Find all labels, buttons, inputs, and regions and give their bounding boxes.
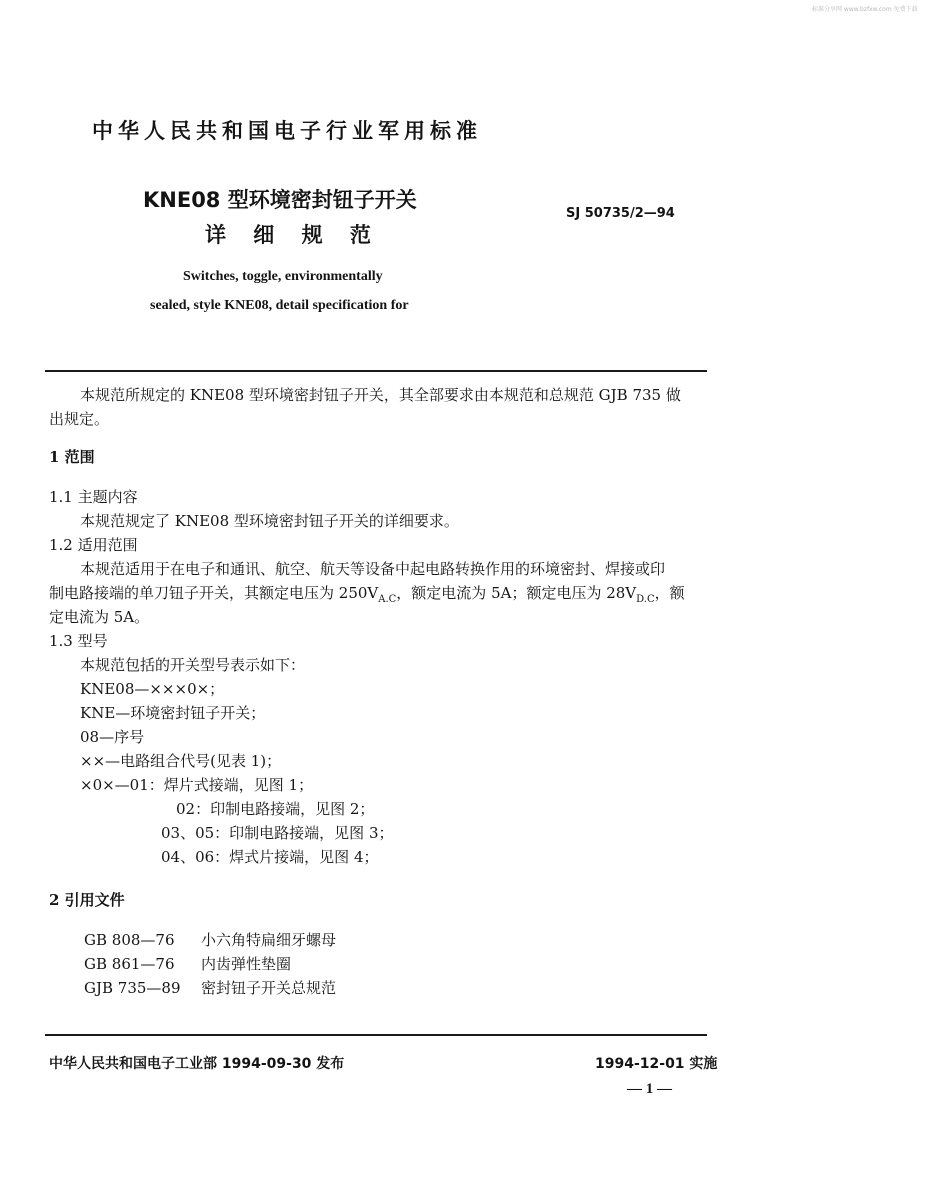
section-2-heading: 2 引用文件 <box>49 891 125 909</box>
section-1-3-heading: 1.3 型号 <box>49 632 108 650</box>
terminal-variant-line: 03、05：印制电路接端，见图 3； <box>161 824 394 842</box>
page-number: — 1 — <box>627 1081 672 1097</box>
section-1-2-line3: 定电流为 5A。 <box>49 608 150 626</box>
intro-paragraph-line1: 本规范所规定的 KNE08 型环境密封钮子开关，其全部要求由本规范和总规范 GJB 735 做 <box>80 386 681 404</box>
section-1-2-line1: 本规范适用于在电子和通讯、航空、航天等设备中起电路转换作用的环境密封、焊接或印 <box>80 560 666 578</box>
model-list-line: KNE—环境密封钮子开关； <box>80 704 266 722</box>
model-list-line: 08—序号 <box>80 728 145 746</box>
ac-subscript: A.C <box>378 594 397 605</box>
terminal-variant-line: 04、06：焊式片接端，见图 4； <box>161 848 379 866</box>
terminal-variant-line: 02：印制电路接端，见图 2； <box>176 800 375 818</box>
issuing-organization: 中华人民共和国电子行业军用标准 <box>92 119 482 143</box>
reference-code: GB 808—76 <box>84 931 175 949</box>
section-1-1-text: 本规范规定了 KNE08 型环境密封钮子开关的详细要求。 <box>80 512 459 530</box>
reference-title: 内齿弹性垫圈 <box>201 955 292 973</box>
reference-title: 密封钮子开关总规范 <box>201 979 337 997</box>
watermark: 标准分享网 www.bzfxw.com 免费下载 <box>812 6 918 13</box>
reference-title: 小六角特扁细牙螺母 <box>201 931 337 949</box>
reference-code: GB 861—76 <box>84 955 175 973</box>
rated-current-text: ，额定电流为 5A；额定电压为 28V <box>396 584 637 602</box>
section-1-heading: 1 范围 <box>49 448 95 466</box>
standard-number: SJ 50735/2—94 <box>566 206 675 221</box>
footer-divider <box>45 1034 707 1036</box>
model-list-line: ××—电路组合代号(见表 1)； <box>80 752 282 770</box>
effective-date: 1994-12-01 实施 <box>595 1056 718 1072</box>
document-title-cn: KNE08 型环境密封钮子开关 <box>143 188 417 212</box>
rated-voltage-ac-text: 制电路接端的单刀钮子开关，其额定电压为 250V <box>49 584 379 602</box>
intro-paragraph-line2: 出规定。 <box>49 410 110 428</box>
header-divider <box>45 370 707 372</box>
document-title-en: Switches, toggle, environmentally <box>183 269 383 284</box>
reference-code: GJB 735—89 <box>84 979 181 997</box>
model-list-line: ×0×—01：焊片式接端，见图 1； <box>80 776 314 794</box>
document-title-en-line2: sealed, style KNE08, detail specification for <box>150 298 409 313</box>
issue-statement: 中华人民共和国电子工业部 1994-09-30 发布 <box>49 1056 345 1072</box>
model-list-line: KNE08—×××0×； <box>80 680 225 698</box>
document-subtitle-cn: 详 细 规 范 <box>205 223 381 247</box>
rated-text-tail: ，额 <box>654 584 685 602</box>
dc-subscript: D.C <box>636 594 655 605</box>
section-1-1-heading: 1.1 主题内容 <box>49 488 138 506</box>
model-list-line: 本规范包括的开关型号表示如下： <box>80 656 306 674</box>
section-1-2-heading: 1.2 适用范围 <box>49 536 138 554</box>
